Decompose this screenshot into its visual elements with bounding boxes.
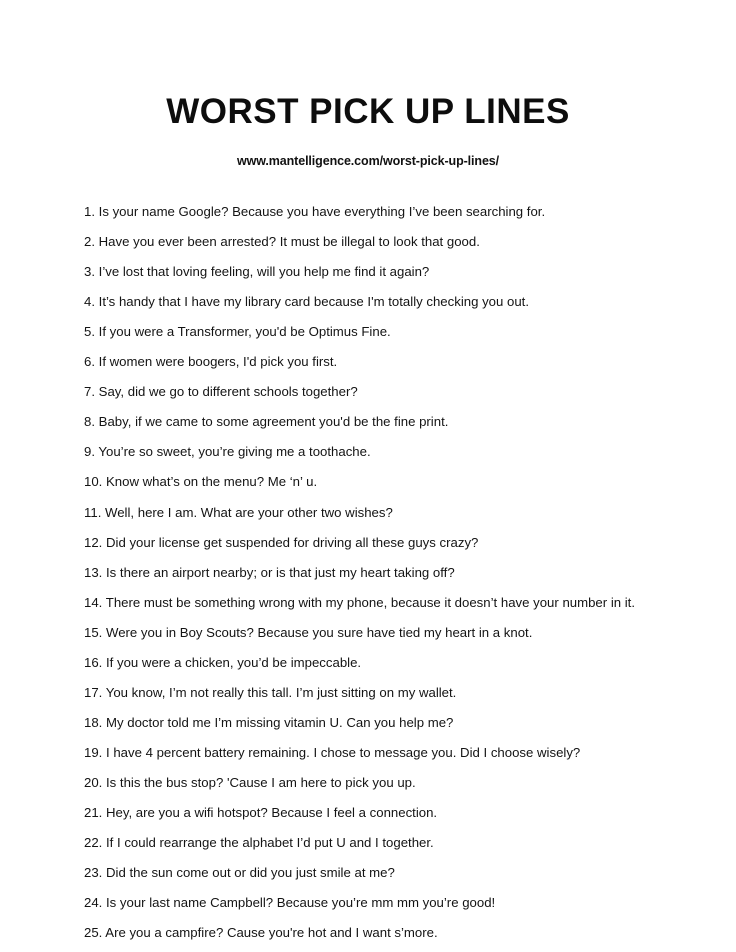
list-item: 6. If women were boogers, I'd pick you first. — [84, 354, 338, 370]
list-item: 17. You know, I’m not really this tall. I’m just sitting on my wallet. — [84, 684, 457, 700]
list-item: 11. Well, here I am. What are your other two wishes? — [84, 504, 393, 520]
list-item: 2. Have you ever been arrested? It must be illegal to look that good. — [84, 234, 480, 250]
list-item: 3. I’ve lost that loving feeling, will you help me find it again? — [84, 264, 430, 280]
list-item: 4. It’s handy that I have my library card because I'm totally checking you out. — [84, 294, 530, 310]
source-url: www.mantelligence.com/worst-pick-up-lines/ — [236, 154, 500, 168]
list-item: 23. Did the sun come out or did you just smile at me? — [84, 864, 395, 880]
list-item: 22. If I could rearrange the alphabet I’d put U and I together. — [84, 834, 434, 850]
list-item: 8. Baby, if we came to some agreement you'd be the fine print. — [84, 414, 449, 430]
list-item: 1. Is your name Google? Because you have everything I’ve been searching for. — [84, 204, 546, 220]
list-item: 5. If you were a Transformer, you'd be Optimus Fine. — [84, 324, 391, 340]
list-item: 19. I have 4 percent battery remaining. I chose to message you. Did I choose wisely? — [84, 744, 581, 760]
pick-up-lines-list — [0, 168, 736, 941]
list-item: 12. Did your license get suspended for driving all these guys crazy? — [84, 534, 479, 550]
list-item: 24. Is your last name Campbell? Because you’re mm mm you’re good! — [84, 894, 496, 910]
page-title: WORST PICK UP LINES — [166, 92, 570, 131]
list-item: 25. Are you a campfire? Cause you're hot and I want s’more. — [84, 924, 438, 940]
list-item: 7. Say, did we go to different schools together? — [84, 384, 358, 400]
list-item: 16. If you were a chicken, you’d be impeccable. — [84, 654, 362, 670]
list-item: 18. My doctor told me I’m missing vitamin U. Can you help me? — [84, 714, 454, 730]
list-item: 10. Know what’s on the menu? Me ‘n’ u. — [84, 474, 318, 490]
list-item: 14. There must be something wrong with my phone, because it doesn’t have your number in it. — [84, 594, 636, 610]
list-item: 15. Were you in Boy Scouts? Because you sure have tied my heart in a knot. — [84, 624, 533, 640]
list-item: 20. Is this the bus stop? 'Cause I am here to pick you up. — [84, 774, 416, 790]
list-item: 13. Is there an airport nearby; or is that just my heart taking off? — [84, 564, 455, 580]
list-item: 21. Hey, are you a wifi hotspot? Because I feel a connection. — [84, 804, 438, 820]
list-item: 9. You’re so sweet, you’re giving me a toothache. — [84, 444, 371, 460]
